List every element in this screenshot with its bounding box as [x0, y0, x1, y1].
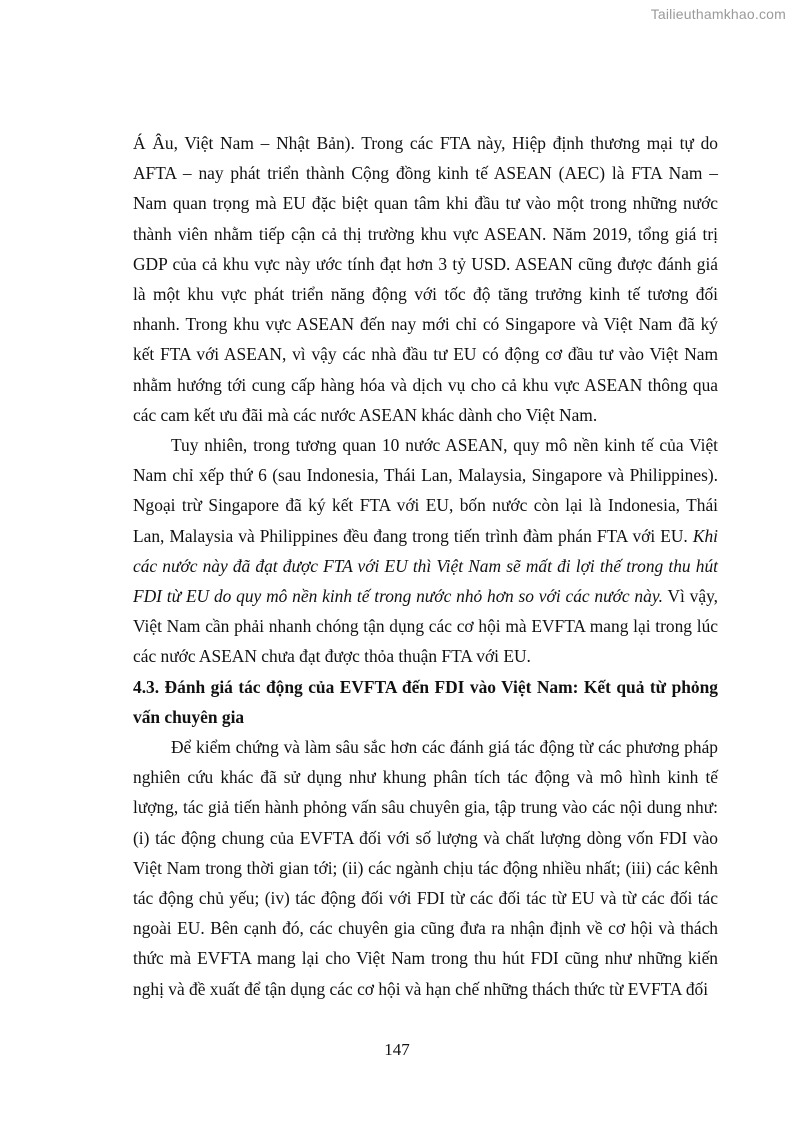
watermark-text: Tailieuthamkhao.com [650, 6, 786, 22]
section-heading: 4.3. Đánh giá tác động của EVFTA đến FDI vào Việt Nam: Kết quả từ phỏng vấn chuyên gia [133, 676, 718, 727]
page-number: 147 [384, 1040, 410, 1059]
paragraph-2-text-start: Tuy nhiên, trong tương quan 10 nước ASEAN, quy mô nền kinh tế của Việt Nam chỉ xếp thứ 6 (sau Indonesia, Thái Lan, Malaysia, Singapore và Philippines). Ngoại trừ Singapore đã ký kết FTA với EU, bốn nước còn lại là Indonesia, Thái Lan, Malaysia và Philippines đều đang trong tiến trình đàm phán FTA với EU. [133, 435, 718, 546]
paragraph-1: Á Âu, Việt Nam – Nhật Bản). Trong các FTA này, Hiệp định thương mại tự do AFTA – nay phát triển thành Cộng đồng kinh tế ASEAN (AEC) là FTA Nam – Nam quan trọng mà EU đặc biệt quan tâm khi đầu tư vào một trong những nước thành viên nhằm tiếp cận cả thị trường khu vực ASEAN. Năm 2019, tổng giá trị GDP của cả khu vực này ước tính đạt hơn 3 tỷ USD. ASEAN cũng được đánh giá là một khu vực phát triển năng động với tốc độ tăng trưởng kinh tế tương đối nhanh. Trong khu vực ASEAN đến nay mới chỉ có Singapore và Việt Nam đã ký kết FTA với ASEAN, vì vậy các nhà đầu tư EU có động cơ đầu tư vào Việt Nam nhằm hướng tới cung cấp hàng hóa và dịch vụ cho cả khu vực ASEAN thông qua các cam kết ưu đãi mà các nước ASEAN khác dành cho Việt Nam. [133, 133, 718, 425]
document-body [133, 128, 718, 1004]
paragraph-2 [133, 430, 718, 672]
paragraph-3: Để kiểm chứng và làm sâu sắc hơn các đánh giá tác động từ các phương pháp nghiên cứu khác đã sử dụng như khung phân tích tác động và mô hình kinh tế lượng, tác giả tiến hành phỏng vấn sâu chuyên gia, tập trung vào các nội dung như: (i) tác động chung của EVFTA đối với số lượng và chất lượng dòng vốn FDI vào Việt Nam trong thời gian tới; (ii) các ngành chịu tác động nhiều nhất; (iii) các kênh tác động chủ yếu; (iv) tác động đối với FDI từ các đối tác từ EU và từ các đối tác ngoài EU. Bên cạnh đó, các chuyên gia cũng đưa ra nhận định về cơ hội và thách thức mà EVFTA mang lại cho Việt Nam trong thu hút FDI cũng như những kiến nghị và đề xuất để tận dụng các cơ hội và hạn chế những thách thức từ EVFTA đối [133, 737, 718, 999]
paragraph-2-text-end: Vì vậy, Việt Nam cần phải nhanh chóng tận dụng các cơ hội mà EVFTA mang lại trong lúc các nước ASEAN chưa đạt được thỏa thuận FTA với EU. [133, 586, 718, 667]
paragraph-2-italic-text: Khi các nước này đã đạt được FTA với EU thì Việt Nam sẽ mất đi lợi thế trong thu hút FDI từ EU do quy mô nền kinh tế trong nước nhỏ hơn so với các nước này. [133, 525, 718, 607]
